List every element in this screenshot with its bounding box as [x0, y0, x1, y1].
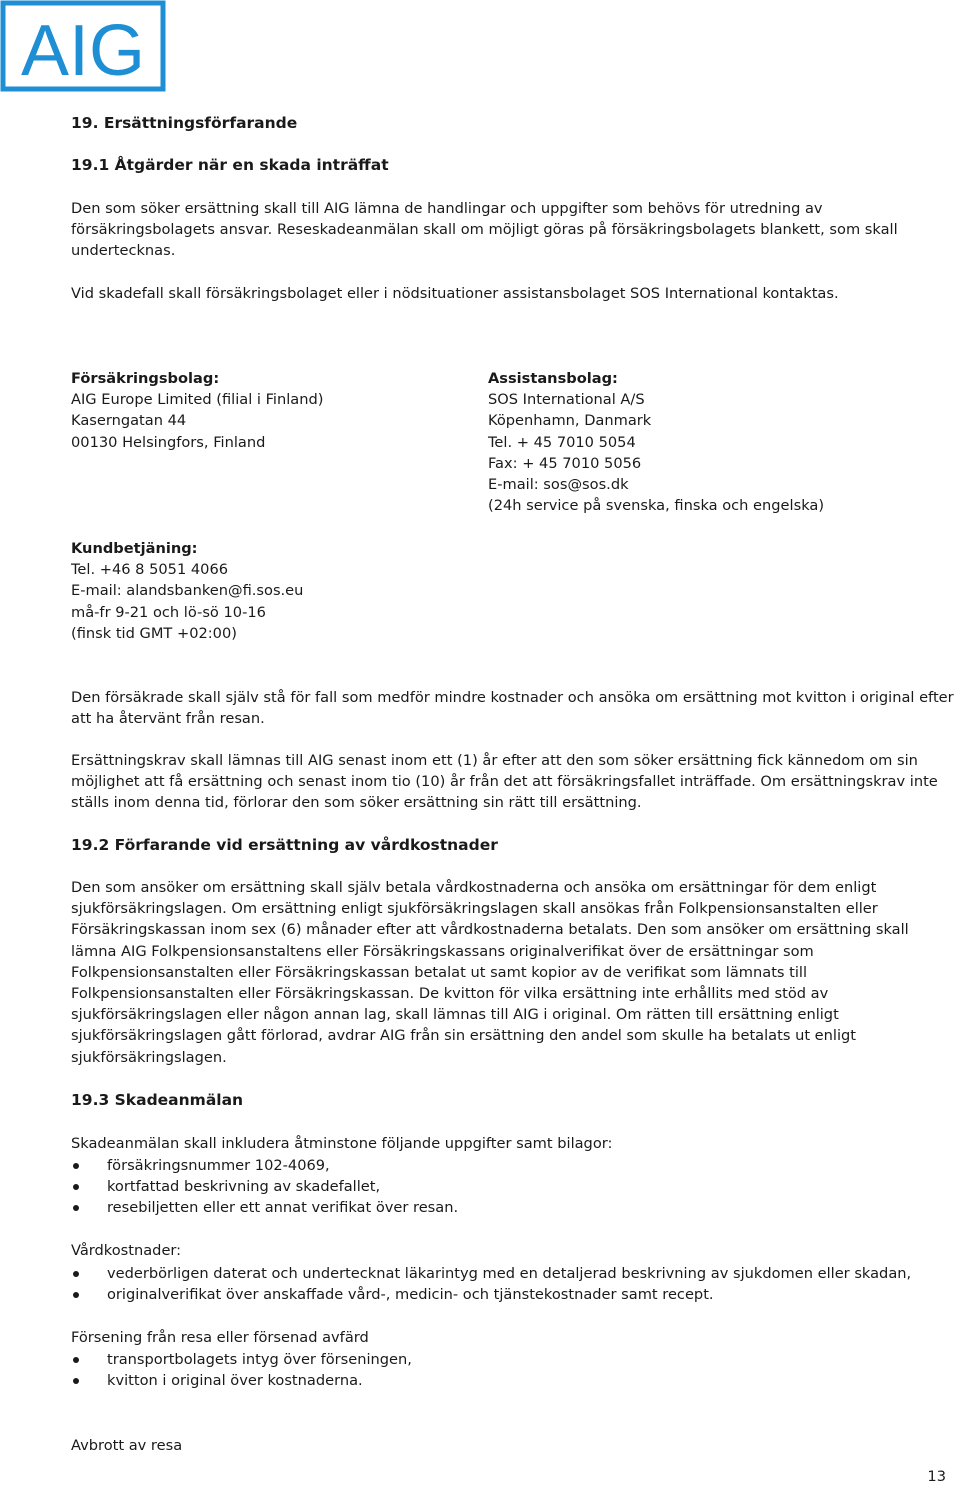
aig-logo-mark [0, 0, 166, 92]
customer-service-label: Kundbetjäning: [71, 540, 198, 557]
section-heading-19-2: 19.2 Förfarande vid ersättning av vårdkostnader [71, 836, 498, 854]
paragraph-documents: Den som söker ersättning skall till AIG lämna de handlingar och uppgifter som behövs för utredning av försäkringsbolagets ansvar. Reseskadeanmälan skall om möjligt göras på försäkringsbolagets blankett, som skall undertecknas. [71, 200, 898, 260]
list-item: försäkringsnummer 102-4069, [71, 1155, 458, 1176]
assistance-line: Köpenhamn, Danmark [488, 412, 652, 430]
insurer-line: AIG Europe Limited (filial i Finland) [71, 391, 324, 409]
medical-costs-list [71, 1263, 911, 1305]
customer-service-line: Tel. +46 8 5051 4066 [71, 561, 229, 579]
paragraph-medical-costs: Den som ansöker om ersättning skall själv betala vårdkostnaderna och ansöka om ersättningar för dem enligt sjukförsäkringslagen. Om ersättning enligt sjukförsäkringslagen skall ansökas från Folkpensionsanstalten eller Försäkringskassan inom sex (6) månader efter att vårdkostnaderna betalats. Den som ansöker om ersättning skall lämna AIG Folkpensionsanstaltens eller Försäkringskassans originalverifikat över de ersättningar som Folkpensionsanstalten eller Försäkringskassan betalat ut samt kopior av de verifikat som lämnats till Folkpensionsanstalten eller Försäkringskassan. De kvitton för vilka ersättning inte erhållits med stöd av sjukförsäkringslagen eller någon annan lag, skall lämnas till AIG i original. Om rätten till ersättning enligt sjukförsäkringslagen gått förlorad, avdrar AIG från sin ersättning den andel som skulle ha betalats ut enligt sjukförsäkringslagen. [71, 879, 909, 1066]
aig-logo [0, 0, 166, 92]
assistance-line: SOS International A/S [488, 391, 645, 409]
insurer-contact [71, 368, 323, 453]
section-heading-19: 19. Ersättningsförfarande [71, 114, 298, 132]
assistance-line: E-mail: sos@sos.dk [488, 476, 629, 494]
list-item: kortfattad beskrivning av skadefallet, [71, 1176, 458, 1197]
section-heading-19-1: 19.1 Åtgärder när en skada inträffat [71, 156, 389, 174]
delay-label: Försening från resa eller försenad avfärd [71, 1329, 369, 1346]
claim-attachments-list [71, 1155, 458, 1219]
assistance-label: Assistansbolag: [488, 370, 618, 387]
assistance-line: (24h service på svenska, finska och engelska) [488, 497, 825, 515]
delay-list [71, 1349, 412, 1391]
list-item: resebiljetten eller ett annat verifikat över resan. [71, 1197, 458, 1218]
assistance-line: Tel. + 45 7010 5054 [488, 433, 636, 451]
page-number: 13 [927, 1468, 946, 1485]
customer-service-line: må-fr 9-21 och lö-sö 10-16 [71, 603, 266, 621]
trip-interruption-label: Avbrott av resa [71, 1437, 183, 1454]
medical-costs-label: Vårdkostnader: [71, 1242, 182, 1259]
insurer-line: Kaserngatan 44 [71, 412, 187, 430]
list-item: vederbörligen daterat och undertecknat läkarintyg med en detaljerad beskrivning av sjukdomen eller skadan, [71, 1263, 911, 1284]
assistance-contact [488, 368, 824, 516]
assistance-line: Fax: + 45 7010 5056 [488, 454, 642, 472]
customer-service-line: E-mail: alandsbanken@fi.sos.eu [71, 582, 304, 600]
customer-service-contact [71, 538, 303, 644]
section-heading-19-3: 19.3 Skadeanmälan [71, 1091, 244, 1109]
paragraph-small-costs: Den försäkrade skall själv stå för fall som medför mindre kostnader och ansöka om ersättning mot kvitton i original efter att ha återvänt från resan. [71, 689, 954, 728]
list-item: kvitton i original över kostnaderna. [71, 1370, 412, 1391]
list-item: originalverifikat över anskaffade vård-, medicin- och tjänstekostnader samt recept. [71, 1284, 911, 1305]
paragraph-contact-sos: Vid skadefall skall försäkringsbolaget eller i nödsituationer assistansbolaget SOS International kontaktas. [71, 285, 839, 302]
paragraph-claim-report: Skadeanmälan skall inkludera åtminstone följande uppgifter samt bilagor: [71, 1135, 613, 1152]
insurer-label: Försäkringsbolag: [71, 370, 220, 387]
aig-logo-text: AIG [20, 11, 146, 91]
list-item: transportbolagets intyg över förseningen, [71, 1349, 412, 1370]
customer-service-line: (finsk tid GMT +02:00) [71, 624, 237, 642]
paragraph-claim-deadline: Ersättningskrav skall lämnas till AIG senast inom ett (1) år efter att den som söker ersättning fick kännedom om sin möjlighet att få ersättning och senast inom tio (10) år från det att försäkringsfallet inträffade. Om ersättningskrav inte ställs inom denna tid, förlorar den som söker ersättning sin rätt till ersättning. [71, 752, 938, 812]
insurer-line: 00130 Helsingfors, Finland [71, 433, 266, 451]
